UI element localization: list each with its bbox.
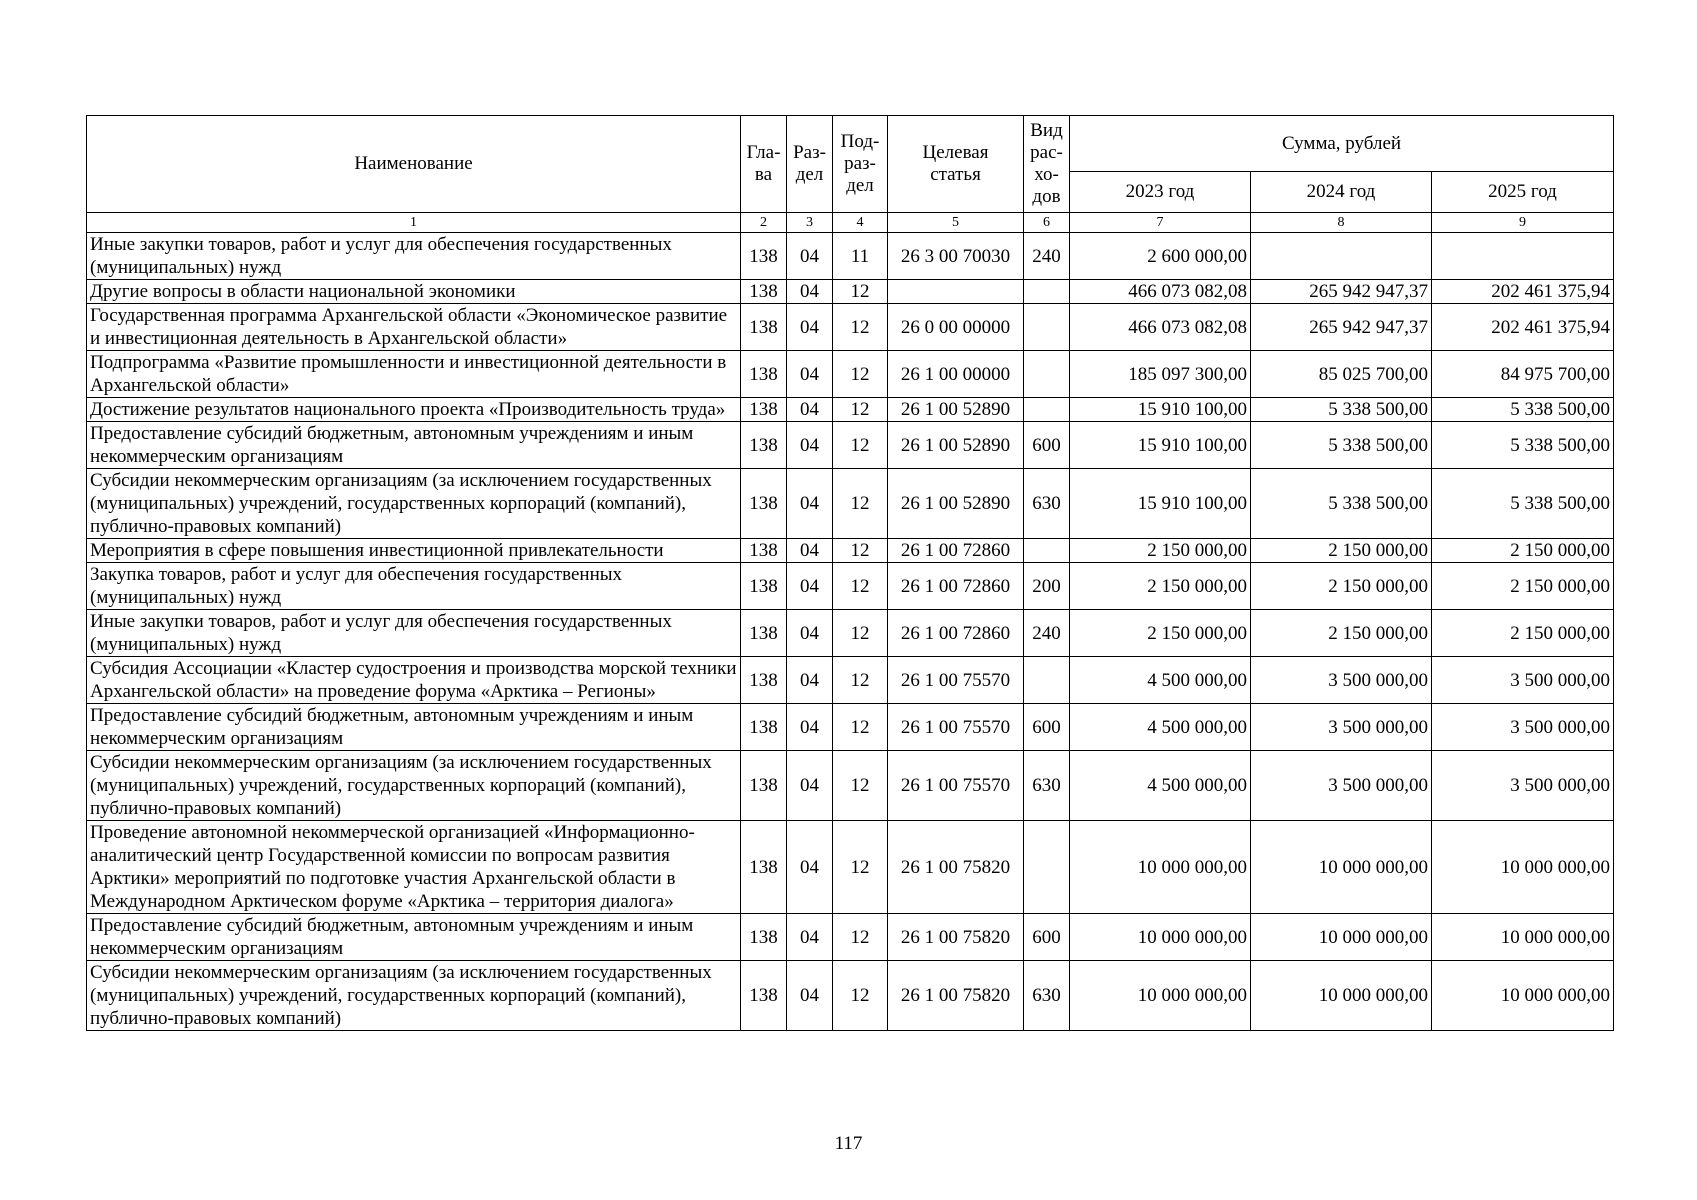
table-row — [87, 914, 1614, 961]
row-amount-2023: 15 910 100,00 — [1070, 398, 1251, 422]
row-amount-2024: 5 338 500,00 — [1251, 398, 1432, 422]
row-vid-rashodov — [1024, 821, 1070, 914]
row-glava: 138 — [741, 657, 787, 704]
row-glava: 138 — [741, 280, 787, 304]
row-glava: 138 — [741, 539, 787, 563]
row-amount-2024: 3 500 000,00 — [1251, 704, 1432, 751]
row-podrazdel: 12 — [833, 539, 888, 563]
row-glava: 138 — [741, 610, 787, 657]
header-name: Наименование — [87, 116, 741, 213]
row-amount-2023: 10 000 000,00 — [1070, 961, 1251, 1031]
row-celevaya-statya: 26 3 00 70030 — [888, 233, 1024, 280]
row-amount-2023: 15 910 100,00 — [1070, 469, 1251, 539]
table-row — [87, 280, 1614, 304]
row-amount-2025: 3 500 000,00 — [1432, 704, 1614, 751]
header-year-2025: 2025 год — [1432, 172, 1614, 213]
row-amount-2024: 265 942 947,37 — [1251, 304, 1432, 351]
row-amount-2024: 85 025 700,00 — [1251, 351, 1432, 398]
row-podrazdel: 12 — [833, 961, 888, 1031]
row-amount-2024: 5 338 500,00 — [1251, 422, 1432, 469]
table-row — [87, 657, 1614, 704]
row-glava: 138 — [741, 751, 787, 821]
header-vid-rashodov: Вид рас- хо- дов — [1024, 116, 1070, 213]
row-celevaya-statya: 26 1 00 75820 — [888, 914, 1024, 961]
row-podrazdel: 12 — [833, 422, 888, 469]
column-number: 9 — [1432, 213, 1614, 233]
row-vid-rashodov: 630 — [1024, 469, 1070, 539]
row-vid-rashodov — [1024, 304, 1070, 351]
row-celevaya-statya: 26 1 00 52890 — [888, 469, 1024, 539]
row-amount-2023: 2 150 000,00 — [1070, 563, 1251, 610]
row-amount-2023: 4 500 000,00 — [1070, 657, 1251, 704]
row-razdel: 04 — [787, 422, 833, 469]
row-name: Иные закупки товаров, работ и услуг для обеспечения государственных (муниципальных) нужд — [87, 610, 741, 657]
row-podrazdel: 12 — [833, 563, 888, 610]
row-amount-2023: 4 500 000,00 — [1070, 751, 1251, 821]
row-razdel: 04 — [787, 610, 833, 657]
row-glava: 138 — [741, 304, 787, 351]
row-celevaya-statya: 26 1 00 00000 — [888, 351, 1024, 398]
row-vid-rashodov: 630 — [1024, 751, 1070, 821]
row-vid-rashodov: 240 — [1024, 610, 1070, 657]
row-razdel: 04 — [787, 539, 833, 563]
row-celevaya-statya: 26 1 00 52890 — [888, 422, 1024, 469]
row-glava: 138 — [741, 704, 787, 751]
table-row — [87, 563, 1614, 610]
row-glava: 138 — [741, 398, 787, 422]
row-razdel: 04 — [787, 914, 833, 961]
header-summa: Сумма, рублей — [1070, 116, 1614, 172]
table-row — [87, 610, 1614, 657]
row-amount-2025: 10 000 000,00 — [1432, 914, 1614, 961]
row-vid-rashodov: 600 — [1024, 422, 1070, 469]
row-name: Закупка товаров, работ и услуг для обеспечения государственных (муниципальных) нужд — [87, 563, 741, 610]
row-name: Предоставление субсидий бюджетным, автономным учреждениям и иным некоммерческим организациям — [87, 914, 741, 961]
table-row — [87, 751, 1614, 821]
row-name: Субсидия Ассоциации «Кластер судостроения и производства морской техники Архангельской области» на проведение форума «Арктика – Регионы» — [87, 657, 741, 704]
row-razdel: 04 — [787, 657, 833, 704]
row-amount-2023: 466 073 082,08 — [1070, 280, 1251, 304]
row-podrazdel: 12 — [833, 398, 888, 422]
row-celevaya-statya: 26 1 00 75820 — [888, 821, 1024, 914]
row-razdel: 04 — [787, 233, 833, 280]
table-row — [87, 961, 1614, 1031]
row-vid-rashodov — [1024, 398, 1070, 422]
row-name: Подпрограмма «Развитие промышленности и инвестиционной деятельности в Архангельской области» — [87, 351, 741, 398]
column-number: 2 — [741, 213, 787, 233]
row-celevaya-statya — [888, 280, 1024, 304]
row-amount-2023: 4 500 000,00 — [1070, 704, 1251, 751]
row-amount-2023: 2 600 000,00 — [1070, 233, 1251, 280]
row-name: Проведение автономной некоммерческой организацией «Информационно-аналитический центр Государственной комиссии по вопросам развития Арктики» мероприятий по подготовке участия Архангельской области в Международном Арктическом форуме «Арктика – территория диалога» — [87, 821, 741, 914]
row-podrazdel: 12 — [833, 304, 888, 351]
row-amount-2023: 466 073 082,08 — [1070, 304, 1251, 351]
table-row — [87, 704, 1614, 751]
row-amount-2025: 3 500 000,00 — [1432, 751, 1614, 821]
row-amount-2025: 2 150 000,00 — [1432, 563, 1614, 610]
row-amount-2025: 202 461 375,94 — [1432, 280, 1614, 304]
row-amount-2023: 10 000 000,00 — [1070, 821, 1251, 914]
row-vid-rashodov: 600 — [1024, 704, 1070, 751]
row-celevaya-statya: 26 1 00 72860 — [888, 610, 1024, 657]
row-razdel: 04 — [787, 398, 833, 422]
column-number: 7 — [1070, 213, 1251, 233]
table-row — [87, 398, 1614, 422]
table-row — [87, 539, 1614, 563]
row-vid-rashodov: 630 — [1024, 961, 1070, 1031]
row-razdel: 04 — [787, 821, 833, 914]
column-number: 6 — [1024, 213, 1070, 233]
row-celevaya-statya: 26 0 00 00000 — [888, 304, 1024, 351]
column-number: 5 — [888, 213, 1024, 233]
row-amount-2024: 2 150 000,00 — [1251, 563, 1432, 610]
row-celevaya-statya: 26 1 00 75570 — [888, 751, 1024, 821]
row-amount-2023: 10 000 000,00 — [1070, 914, 1251, 961]
row-name: Субсидии некоммерческим организациям (за исключением государственных (муниципальных) учреждений, государственных корпораций (компаний), публично-правовых компаний) — [87, 751, 741, 821]
row-vid-rashodov — [1024, 539, 1070, 563]
row-podrazdel: 12 — [833, 351, 888, 398]
row-amount-2024 — [1251, 233, 1432, 280]
row-amount-2024: 10 000 000,00 — [1251, 961, 1432, 1031]
row-name: Предоставление субсидий бюджетным, автономным учреждениям и иным некоммерческим организациям — [87, 704, 741, 751]
row-name: Государственная программа Архангельской области «Экономическое развитие и инвестиционная деятельность в Архангельской области» — [87, 304, 741, 351]
row-celevaya-statya: 26 1 00 72860 — [888, 563, 1024, 610]
row-glava: 138 — [741, 961, 787, 1031]
row-razdel: 04 — [787, 704, 833, 751]
row-name: Иные закупки товаров, работ и услуг для обеспечения государственных (муниципальных) нужд — [87, 233, 741, 280]
row-celevaya-statya: 26 1 00 52890 — [888, 398, 1024, 422]
row-razdel: 04 — [787, 751, 833, 821]
row-razdel: 04 — [787, 563, 833, 610]
row-amount-2025: 10 000 000,00 — [1432, 821, 1614, 914]
row-amount-2025: 202 461 375,94 — [1432, 304, 1614, 351]
header-podrazdel: Под- раз- дел — [833, 116, 888, 213]
column-number: 1 — [87, 213, 741, 233]
row-vid-rashodov — [1024, 351, 1070, 398]
row-amount-2023: 2 150 000,00 — [1070, 539, 1251, 563]
column-number: 8 — [1251, 213, 1432, 233]
row-amount-2023: 15 910 100,00 — [1070, 422, 1251, 469]
row-amount-2025: 5 338 500,00 — [1432, 398, 1614, 422]
table-row — [87, 233, 1614, 280]
table-row — [87, 351, 1614, 398]
row-razdel: 04 — [787, 351, 833, 398]
row-podrazdel: 12 — [833, 610, 888, 657]
row-podrazdel: 12 — [833, 280, 888, 304]
header-celevaya-statya: Целевая статья — [888, 116, 1024, 213]
table-row — [87, 422, 1614, 469]
row-celevaya-statya: 26 1 00 75820 — [888, 961, 1024, 1031]
row-amount-2024: 265 942 947,37 — [1251, 280, 1432, 304]
row-glava: 138 — [741, 469, 787, 539]
row-glava: 138 — [741, 821, 787, 914]
row-vid-rashodov: 600 — [1024, 914, 1070, 961]
row-razdel: 04 — [787, 961, 833, 1031]
row-amount-2025: 2 150 000,00 — [1432, 610, 1614, 657]
header-year-2024: 2024 год — [1251, 172, 1432, 213]
row-podrazdel: 12 — [833, 469, 888, 539]
row-podrazdel: 12 — [833, 751, 888, 821]
row-amount-2024: 10 000 000,00 — [1251, 821, 1432, 914]
budget-table — [86, 115, 1614, 1031]
row-amount-2024: 3 500 000,00 — [1251, 751, 1432, 821]
table-header — [87, 116, 1614, 233]
row-podrazdel: 12 — [833, 821, 888, 914]
row-amount-2025: 84 975 700,00 — [1432, 351, 1614, 398]
row-name: Другие вопросы в области национальной экономики — [87, 280, 741, 304]
row-amount-2024: 2 150 000,00 — [1251, 610, 1432, 657]
row-vid-rashodov: 240 — [1024, 233, 1070, 280]
column-number: 4 — [833, 213, 888, 233]
row-glava: 138 — [741, 422, 787, 469]
header-year-2023: 2023 год — [1070, 172, 1251, 213]
row-amount-2025: 5 338 500,00 — [1432, 422, 1614, 469]
row-podrazdel: 12 — [833, 914, 888, 961]
row-amount-2025: 2 150 000,00 — [1432, 539, 1614, 563]
row-vid-rashodov — [1024, 280, 1070, 304]
table-row — [87, 821, 1614, 914]
row-amount-2023: 185 097 300,00 — [1070, 351, 1251, 398]
row-vid-rashodov — [1024, 657, 1070, 704]
row-razdel: 04 — [787, 469, 833, 539]
row-razdel: 04 — [787, 304, 833, 351]
row-vid-rashodov: 200 — [1024, 563, 1070, 610]
table-row — [87, 304, 1614, 351]
header-glava: Гла- ва — [741, 116, 787, 213]
row-amount-2024: 3 500 000,00 — [1251, 657, 1432, 704]
row-glava: 138 — [741, 914, 787, 961]
row-amount-2024: 2 150 000,00 — [1251, 539, 1432, 563]
row-amount-2023: 2 150 000,00 — [1070, 610, 1251, 657]
row-amount-2024: 10 000 000,00 — [1251, 914, 1432, 961]
row-amount-2025: 10 000 000,00 — [1432, 961, 1614, 1031]
column-numbers-row — [87, 213, 1614, 233]
header-razdel: Раз- дел — [787, 116, 833, 213]
row-name: Предоставление субсидий бюджетным, автономным учреждениям и иным некоммерческим организациям — [87, 422, 741, 469]
row-name: Достижение результатов национального проекта «Производительность труда» — [87, 398, 741, 422]
row-amount-2025 — [1432, 233, 1614, 280]
row-amount-2024: 5 338 500,00 — [1251, 469, 1432, 539]
row-podrazdel: 11 — [833, 233, 888, 280]
row-amount-2025: 3 500 000,00 — [1432, 657, 1614, 704]
row-name: Мероприятия в сфере повышения инвестиционной привлекательности — [87, 539, 741, 563]
row-name: Субсидии некоммерческим организациям (за исключением государственных (муниципальных) учреждений, государственных корпораций (компаний), публично-правовых компаний) — [87, 961, 741, 1031]
row-amount-2025: 5 338 500,00 — [1432, 469, 1614, 539]
row-celevaya-statya: 26 1 00 75570 — [888, 657, 1024, 704]
row-name: Субсидии некоммерческим организациям (за исключением государственных (муниципальных) учреждений, государственных корпораций (компаний), публично-правовых компаний) — [87, 469, 741, 539]
row-glava: 138 — [741, 351, 787, 398]
column-number: 3 — [787, 213, 833, 233]
table-row — [87, 469, 1614, 539]
row-glava: 138 — [741, 233, 787, 280]
row-podrazdel: 12 — [833, 657, 888, 704]
row-celevaya-statya: 26 1 00 75570 — [888, 704, 1024, 751]
row-razdel: 04 — [787, 280, 833, 304]
page-number: 117 — [834, 1133, 863, 1154]
row-glava: 138 — [741, 563, 787, 610]
table-body — [87, 233, 1614, 1031]
row-celevaya-statya: 26 1 00 72860 — [888, 539, 1024, 563]
row-podrazdel: 12 — [833, 704, 888, 751]
